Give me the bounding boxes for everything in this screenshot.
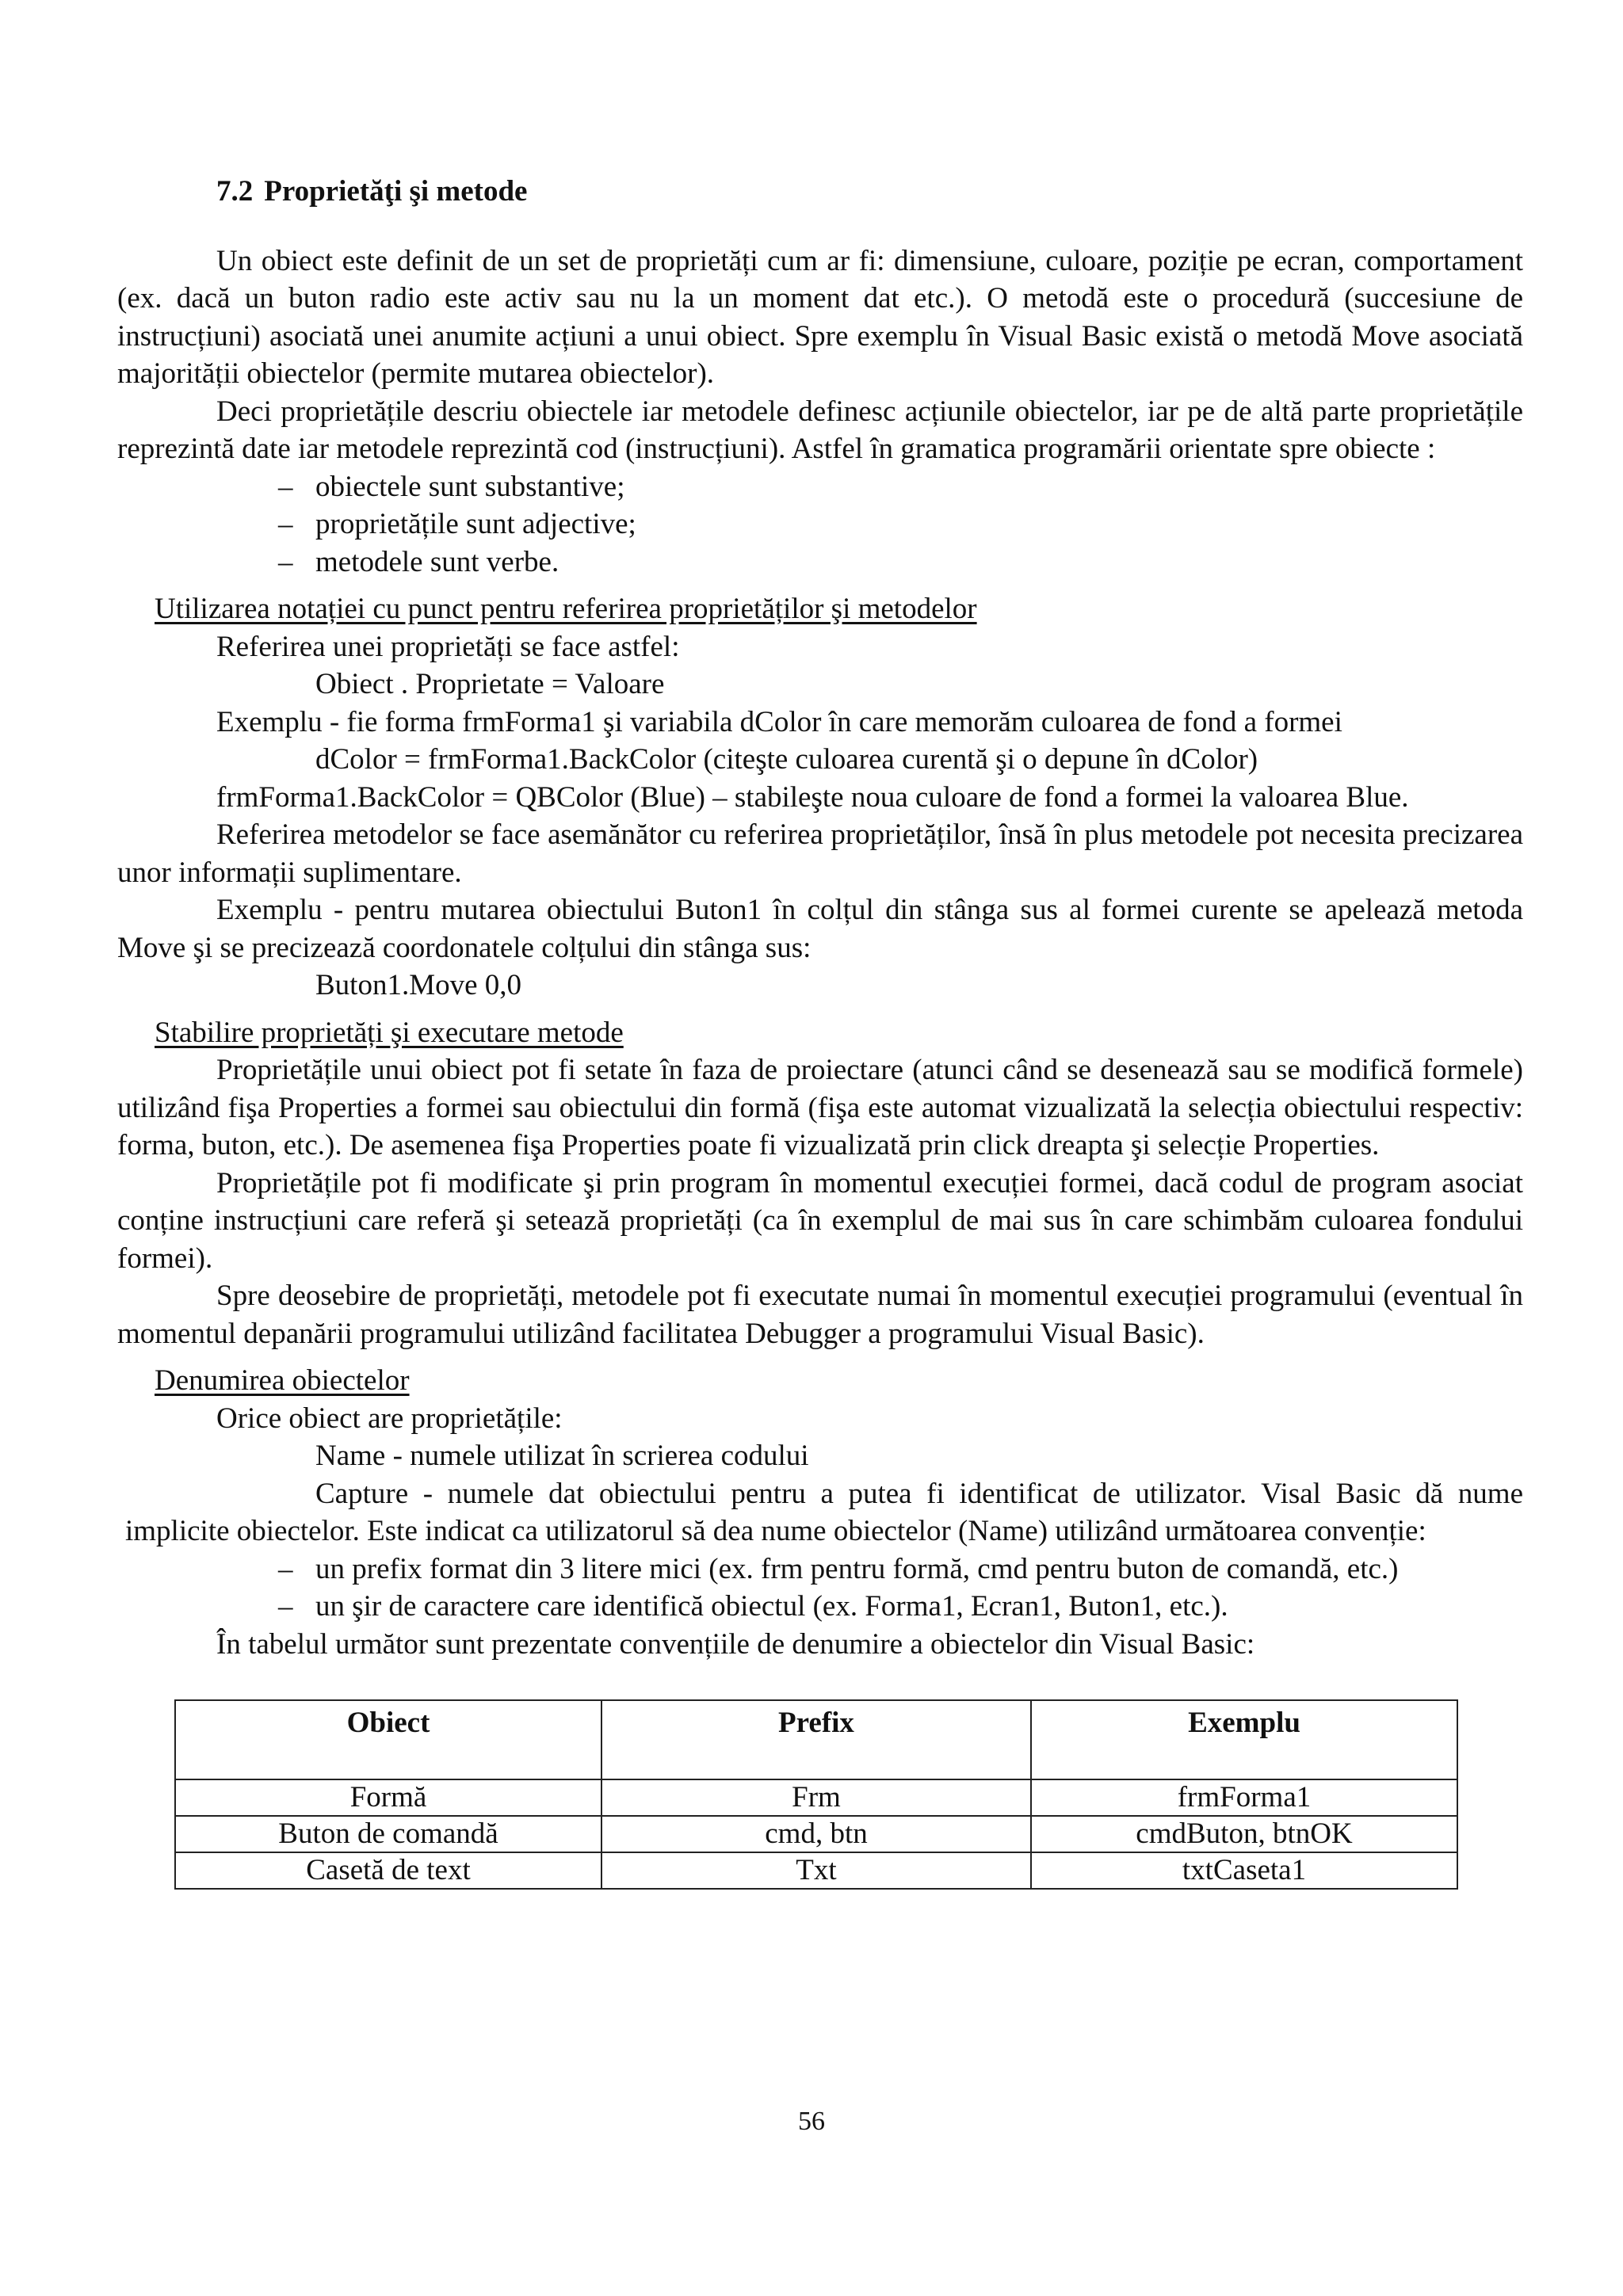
table-cell: txtCaseta1 (1031, 1852, 1457, 1889)
list-item: – un prefix format din 3 litere mici (ex. frm pentru formă, cmd pentru buton de comandă, etc.) (278, 1552, 1399, 1585)
setting-heading: Stabilire proprietăți şi executare metode (155, 1016, 624, 1049)
table-cell: Txt (601, 1852, 1031, 1889)
setting-paragraph-3: Spre deosebire de proprietăți, metodele pot fi executate numai în momentul execuției programului (eventual în momentul depanării programului utilizând facilitatea Debugger a programului Visual Basic). (117, 1280, 1523, 1350)
table-cell: Buton de comandă (175, 1816, 601, 1852)
page-number: 56 (798, 2107, 825, 2136)
table-cell: cmd, btn (601, 1816, 1031, 1852)
table-cell: Frm (601, 1779, 1031, 1816)
name-property-line: Name - numele utilizat în scrierea codului (315, 1440, 809, 1472)
move-code-line: Buton1.Move 0,0 (315, 969, 522, 1001)
intro-paragraph-1: Un obiect este definit de un set de proprietăți cum ar fi: dimensiune, culoare, poziție pe ecran, comportament (ex. dacă un buton radio este activ sau nu la un moment dat etc.). O metodă este o procedură (succesiune de instrucțiuni) asociată unei anumite acțiuni a unui obiect. Spre exemplu în Visual Basic există o metodă Move asociată majorității obiectelor (permite mutarea obiectelor). (117, 244, 1523, 390)
table-cell: Formă (175, 1779, 601, 1816)
naming-heading: Denumirea obiectelor (155, 1364, 410, 1397)
setting-paragraph-2: Proprietățile pot fi modificate şi prin program în momentul execuției formei, dacă codul de program asociat conține instrucțiuni care referă şi setează proprietăți (ca în exemplul de mai sus în care schimbăm culoarea fondului formei). (117, 1166, 1523, 1275)
example-set-code: frmForma1.BackColor = QBColor (Blue) – stabileşte noua culoare de fond a formei la valoarea Blue. (216, 780, 1409, 814)
list-item: – metodele sunt verbe. (278, 545, 559, 578)
methods-reference-paragraph: Referirea metodelor se face asemănător cu referirea proprietăților, însă în plus metodele pot necesita precizarea unor informații suplimentare. (117, 818, 1523, 889)
example-read-code: dColor = frmForma1.BackColor (citeşte culoarea curentă şi o depune în dColor) (315, 743, 1258, 776)
setting-paragraph-1: Proprietățile unui obiect pot fi setate în faza de proiectare (atunci când se desenează sau se modifică formele) utilizând fişa Properties a formei sau obiectului din formă (fişa este automat vizualizată la selecția obiectului respectiv: forma, buton, etc.). De asemenea fişa Properties poate fi vizualizată prin click dreapta şi selecție Properties. (117, 1054, 1523, 1161)
section-number: 7.2 (216, 175, 254, 208)
table-cell: frmForma1 (1031, 1779, 1457, 1816)
list-item: – proprietățile sunt adjective; (278, 508, 636, 540)
intro-paragraph-2: Deci proprietățile descriu obiectele iar metodele definesc acțiunile obiectelor, iar pe de altă parte proprietățile reprezintă date iar metodele reprezintă cod (instrucțiuni). Astfel în gramatica programării orientate spre obiecte : (117, 395, 1523, 465)
capture-block (117, 1475, 1523, 1550)
table-header-cell: Obiect (175, 1700, 601, 1779)
example-intro: Exemplu - fie forma frmForma1 şi variabila dColor în care memorăm culoarea de fond a formei (216, 705, 1342, 738)
table-header-row (175, 1700, 1457, 1779)
move-example-paragraph: Exemplu - pentru mutarea obiectului Buton1 în colțul din stânga sus al formei curente se apelează metoda Move şi se precizează coordonatele colțului din stânga sus: (117, 894, 1523, 964)
notation-heading: Utilizarea notației cu punct pentru referirea proprietăților şi metodelor (155, 593, 977, 625)
property-reference-line: Referirea unei proprietăți se face astfel: (216, 630, 680, 663)
table-row (175, 1816, 1457, 1852)
syntax-line: Obiect . Proprietate = Valoare (315, 668, 665, 700)
naming-intro-line: Orice obiect are proprietățile: (216, 1402, 563, 1435)
naming-rules-list (117, 1550, 1523, 1626)
table-intro-line: În tabelul următor sunt prezentate convențiile de denumire a obiectelor din Visual Basic: (216, 1627, 1255, 1661)
grammar-list (117, 468, 1523, 582)
table-cell: cmdButon, btnOK (1031, 1816, 1457, 1852)
section-title: Proprietăţi şi metode (264, 175, 528, 208)
naming-conventions-table (174, 1699, 1458, 1890)
list-item: – obiectele sunt substantive; (278, 470, 625, 503)
table-header-cell: Exemplu (1031, 1700, 1457, 1779)
section-heading (216, 173, 1523, 211)
table-row (175, 1852, 1457, 1889)
table-row (175, 1779, 1457, 1816)
table-header-cell: Prefix (601, 1700, 1031, 1779)
table-cell: Casetă de text (175, 1852, 601, 1889)
capture-property-paragraph: Capture - numele dat obiectului pentru a putea fi identificat de utilizator. Visal Basic dă nume implicite obiectelor. Este indicat ca utilizatorul să dea nume obiectelor (Name) utilizând următoarea convenție: (125, 1477, 1523, 1547)
list-item: – un şir de caractere care identifică obiectul (ex. Forma1, Ecran1, Buton1, etc.). (278, 1590, 1228, 1623)
